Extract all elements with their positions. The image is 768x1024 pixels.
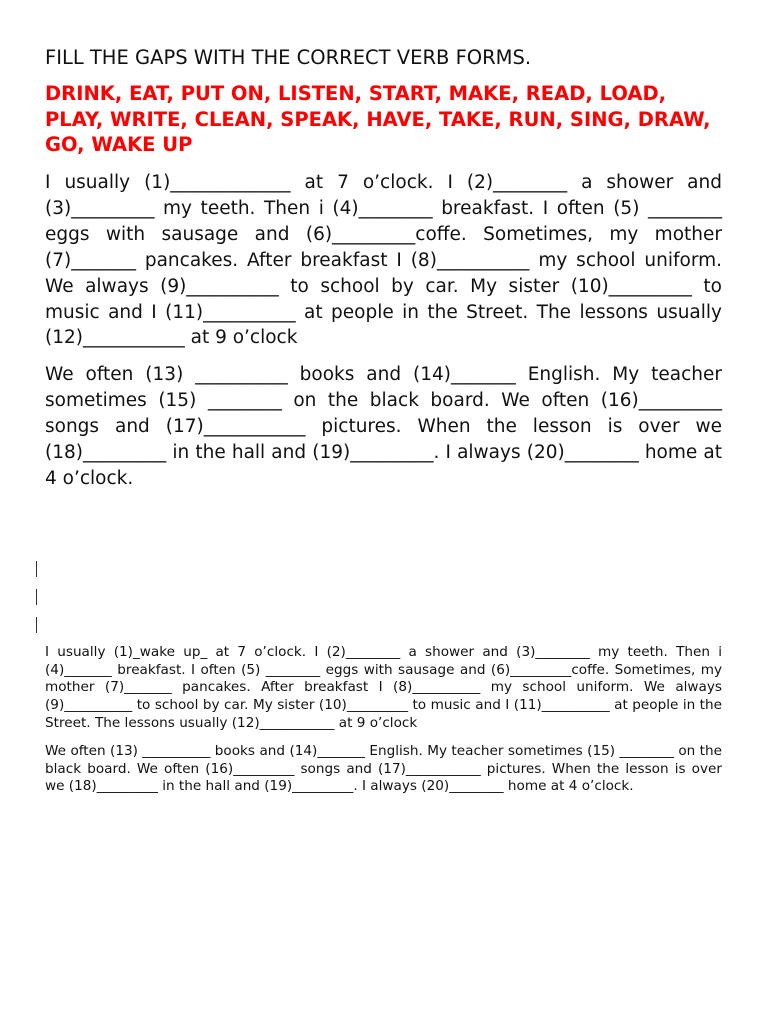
answer-paragraph-1: I usually (1)_wake up_ at 7 o’clock. I (2)________ a shower and (3)________ my teeth. Then i (4)_______ breakfast. I often (5) ________ eggs with sausage and (6)_________coffe. Sometimes, my mother (7)_______ pancakes. After breakfast I (8)__________ my school uniform. We always (9)__________ to school by car. My sister (10)_________ to music and I (11)__________ at people in the Street. The lessons usually (12)___________ at 9 o’clock xyxy=(45,644,722,731)
verb-list: DRINK, EAT, PUT ON, LISTEN, START, MAKE, READ, LOAD, PLAY, WRITE, CLEAN, SPEAK, HAVE, TAKE, RUN, SING, DRAW, GO, WAKE UP xyxy=(45,82,711,156)
text-cursor-mark xyxy=(36,589,37,605)
text-cursor-mark xyxy=(36,617,37,633)
worksheet-title: FILL THE GAPS WITH THE CORRECT VERB FORMS. xyxy=(45,46,532,69)
exercise-paragraph-1: I usually (1)_____________ at 7 o’clock. I (2)________ a shower and (3)_________ my teeth. Then i (4)________ breakfast. I often (5) ________ eggs with sausage and (6)_________coffe. Sometimes, my mother (7)_______ pancakes. After breakfast I (8)__________ my school uniform. We always (9)__________ to school by car. My sister (10)_________ to music and I (11)__________ at people in the Street. The lessons usually (12)___________ at 9 o’clock xyxy=(45,172,722,349)
text-cursor-mark xyxy=(36,561,37,577)
exercise-paragraph-2: We often (13) __________ books and (14)_______ English. My teacher sometimes (15) ________ on the black board. We often (16)_________ songs and (17)___________ pictures. When the lesson is over we (18)_________ in the hall and (19)_________. I always (20)________ home at 4 o’clock. xyxy=(45,364,722,489)
answer-paragraph-2: We often (13) __________ books and (14)_______ English. My teacher sometimes (15) ________ on the black board. We often (16)_________ songs and (17)___________ pictures. When the lesson is over we (18)_________ in the hall and (19)_________. I always (20)________ home at 4 o’clock. xyxy=(45,743,722,795)
